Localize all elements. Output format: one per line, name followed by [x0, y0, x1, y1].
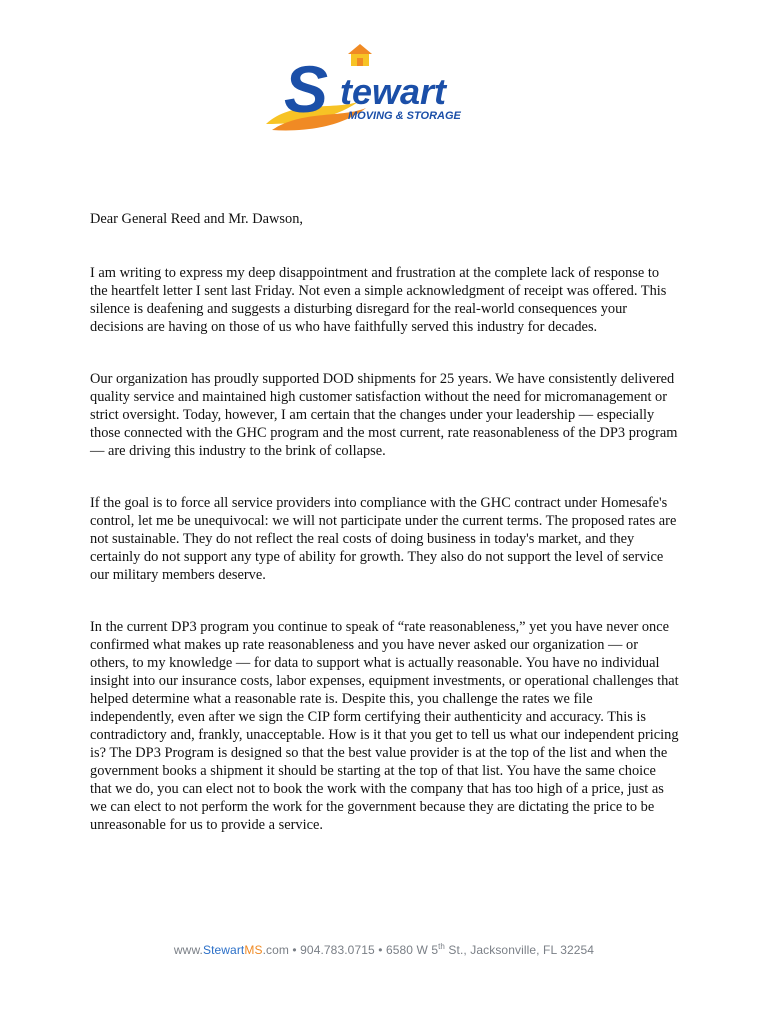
- letter-body: [90, 210, 680, 834]
- footer-domain: .com: [262, 943, 289, 957]
- stewart-logo-graphic: [262, 40, 508, 136]
- salutation: Dear General Reed and Mr. Dawson,: [90, 211, 303, 227]
- logo-tagline: MOVING & STORAGE: [348, 110, 461, 122]
- footer-separator-2: •: [374, 943, 386, 957]
- footer-contact: [0, 943, 768, 957]
- footer-brand-ms: MS: [244, 943, 263, 957]
- footer-www: www.: [173, 943, 203, 957]
- paragraph-2: Our organization has proudly supported DOD shipments for 25 years. We have consistently delivered quality service and maintained high customer satisfaction without the need for micromanagement or strict oversight. Today, however, I am certain that the changes under your leadership — especially those connected with the GHC program and the most current, rate reasonableness of the DP3 program — are driving this industry to the brink of collapse.: [90, 371, 678, 459]
- logo-wordmark: tewart: [340, 71, 447, 112]
- footer-phone: 904.783.0715: [300, 943, 375, 957]
- house-icon: [348, 44, 372, 66]
- logo-s-letter: S: [284, 52, 329, 126]
- footer-address-street: 6580 W 5: [385, 943, 439, 957]
- company-logo: [262, 40, 508, 136]
- footer-address-city: St., Jacksonville, FL 32254: [444, 943, 595, 957]
- footer-separator-1: •: [288, 943, 301, 957]
- paragraph-3: If the goal is to force all service providers into compliance with the GHC contract under Homesafe's control, let me be unequivocal: we will not participate under the current terms. The proposed rates are not sustainable. They do not reflect the real costs of doing business in today's market, and they certainly do not support any type of ability for growth. They also do not support the level of service our military members deserve.: [90, 495, 677, 583]
- paragraph-1: I am writing to express my deep disappointment and frustration at the complete lack of response to the heartfelt letter I sent last Friday. Not even a simple acknowledgment of receipt was offered. This silence is deafening and suggests a disturbing disregard for the real-world consequences your decisions are having on those of us who have faithfully served this industry for decades.: [90, 265, 667, 335]
- paragraph-4: In the current DP3 program you continue to speak of “rate reasonableness,” yet you have never once confirmed what makes up rate reasonableness and you have never asked our organization — or others, to my knowledge — for data to support what is actually reasonable. You have no individual insight into our insurance costs, labor expenses, equipment investments, or operational challenges that helped determine what a reasonable rate is. Despite this, you challenge the rates we file independently, even after we sign the CIP form certifying their authenticity and accuracy. This is contradictory and, frankly, unacceptable. How is it that you get to tell us what our independent pricing is? The DP3 Program is designed so that the best value provider is at the top of the list and when the government books a shipment it should be starting at the top of that list. You have the same choice that we do, you can elect not to book the work with the company that has too high of a price, just as we can elect to not perform the work for the government because they are dictating the price to be unreasonable for us to provide a service.: [90, 619, 679, 833]
- footer-brand-stewart: Stewart: [202, 943, 245, 957]
- footer-address-sup: th: [438, 942, 445, 951]
